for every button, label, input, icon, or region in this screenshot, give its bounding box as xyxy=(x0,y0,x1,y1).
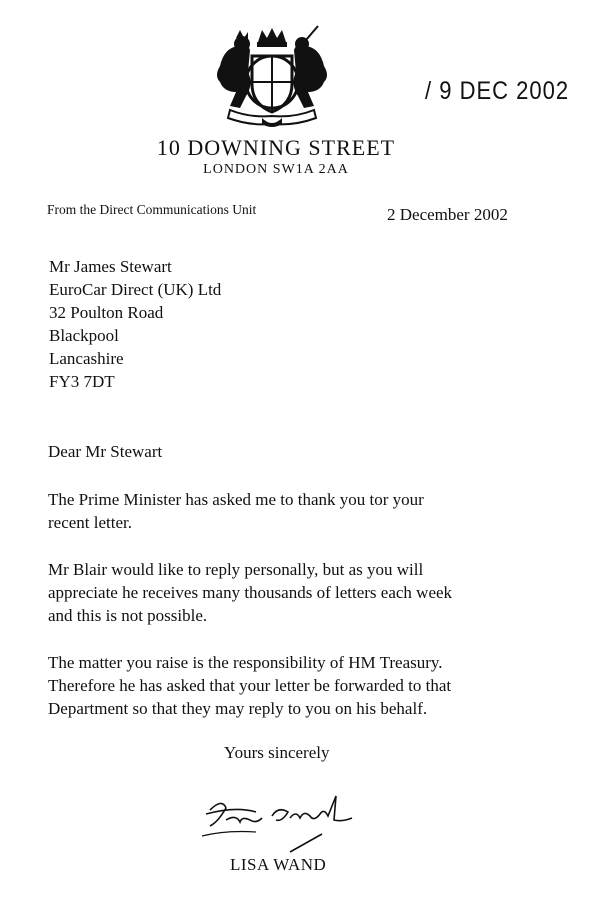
recipient-line: FY3 7DT xyxy=(49,372,115,391)
paragraph-line: Department so that they may reply to you on his behalf. xyxy=(48,699,428,718)
paragraph-line: Mr Blair would like to reply personally, but as you will xyxy=(48,560,424,579)
paragraph-line: The Prime Minister has asked me to thank you tor your xyxy=(48,490,424,509)
salutation: Dear Mr Stewart xyxy=(48,442,163,461)
paragraph-line: appreciate he receives many thousands of letters each week xyxy=(48,583,453,602)
body-paragraph xyxy=(48,651,451,720)
paragraph-line: recent letter. xyxy=(48,513,133,532)
letterhead-title: 10 DOWNING STREET xyxy=(156,135,396,160)
recipient-line: EuroCar Direct (UK) Ltd xyxy=(49,280,222,299)
closing: Yours sincerely xyxy=(224,743,330,762)
recipient-line: Mr James Stewart xyxy=(49,257,172,276)
paragraph-line: The matter you raise is the responsibility of HM Treasury. xyxy=(48,653,443,672)
letterhead-subtitle: LONDON SW1A 2AA xyxy=(203,162,349,177)
from-line: From the Direct Communications Unit xyxy=(47,202,257,217)
body-paragraph xyxy=(48,488,424,534)
letter-date: 2 December 2002 xyxy=(387,205,508,224)
paragraph-line: and this is not possible. xyxy=(48,606,208,625)
royal-crest xyxy=(210,22,334,130)
handwritten-signature xyxy=(196,792,366,854)
body-paragraph xyxy=(48,558,452,627)
recipient-address xyxy=(49,255,221,393)
recipient-line: 32 Poulton Road xyxy=(49,303,164,322)
paragraph-line: Therefore he has asked that your letter be forwarded to that xyxy=(48,676,452,695)
recipient-line: Blackpool xyxy=(49,326,119,345)
recipient-line: Lancashire xyxy=(49,349,124,368)
received-date-stamp: / 9 DEC 2002 xyxy=(425,76,570,105)
signatory-name: LISA WAND xyxy=(230,855,327,874)
